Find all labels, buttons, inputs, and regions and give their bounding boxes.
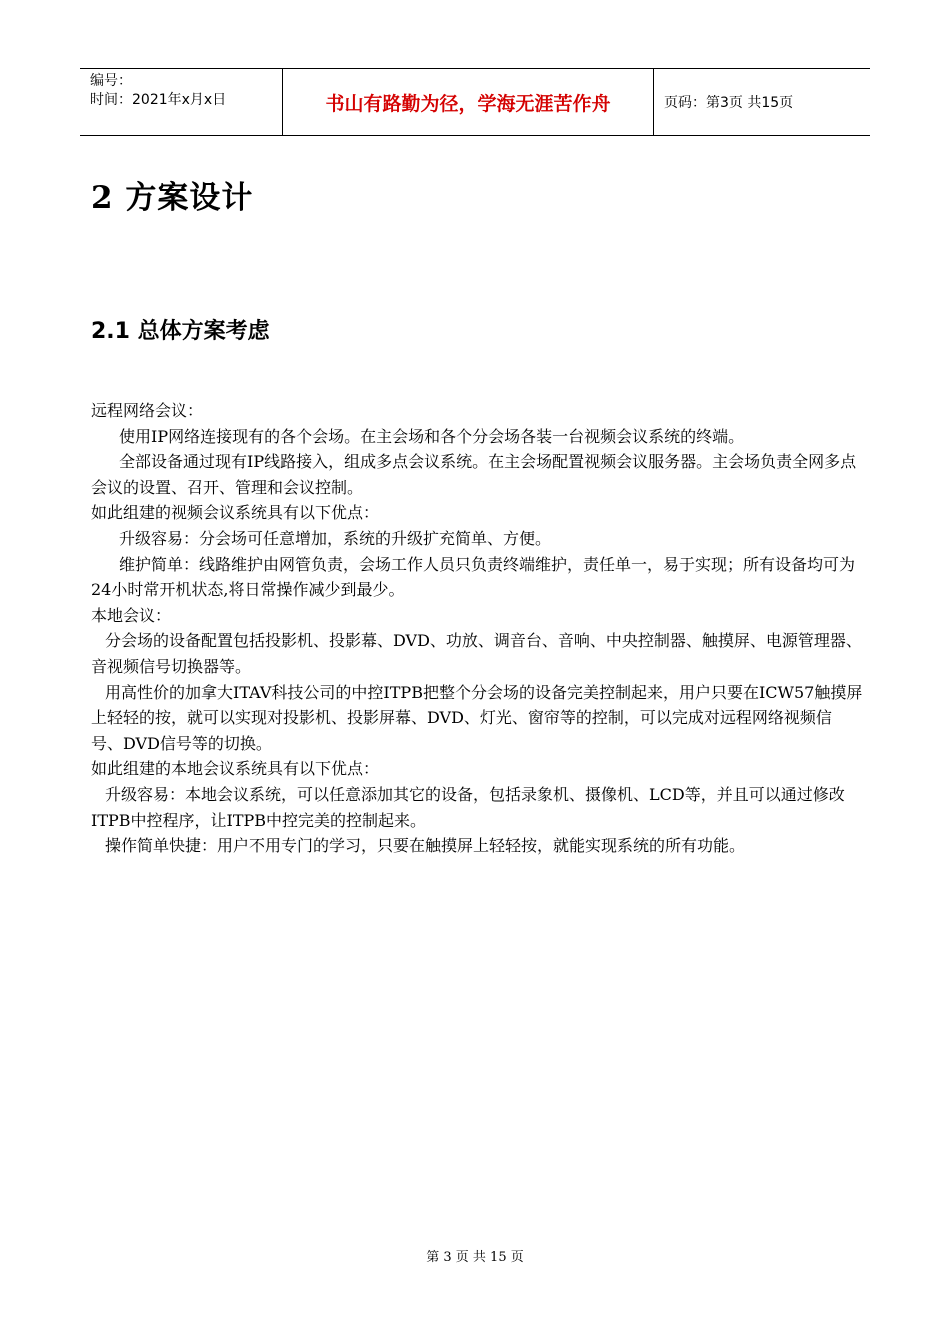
subsection-heading: 2.1 总体方案考虑 [91,319,270,344]
paragraph: 如此组建的视频会议系统具有以下优点： [91,503,380,523]
paragraph: 升级容易：本地会议系统，可以任意添加其它的设备，包括录象机、摄像机、LCD等，并且可以通过修改ITPB中控程序，让ITPB中控完美的控制起来。 [91,784,845,830]
paragraph: 本地会议： [91,605,172,625]
paragraph: 使用IP网络连接现有的各个会场。在主会场和各个分会场各装一台视频会议系统的终端。 [119,426,745,446]
header-meta [80,69,282,135]
paragraph: 分会场的设备配置包括投影机、投影幕、DVD、功放、调音台、音响、中央控制器、触摸屏、电源管理器、音视频信号切换器等。 [91,631,862,676]
paragraph: 维护简单：线路维护由网管负责，会场工作人员只负责终端维护，责任单一，易于实现；所有设备均可为24小时常开机状态,将日常操作减少到最少。 [91,554,856,600]
page-header [80,68,870,136]
header-motto: 书山有路勤为径，学海无涯苦作舟 [282,69,654,135]
paragraph: 远程网络会议： [91,401,204,420]
paragraph: 用高性价的加拿大ITAV科技公司的中控ITPB把整个分会场的设备完美控制起来，用户只要在ICW57触摸屏上轻轻的按，就可以实现对投影机、投影屏幕、DVD、灯光、窗帘等的控制，可以完成对远程网络视频信号、DVD信号等的切换。 [91,682,863,753]
time-label: 时间：2021年x月x日 [90,92,227,108]
body-text [91,398,863,859]
page-footer: 第 3 页 共 15 页 [426,1250,524,1265]
paragraph: 操作简单快捷：用户不用专门的学习，只要在触摸屏上轻轻按，就能实现系统的所有功能。 [105,836,746,856]
section-heading: 2 方案设计 [91,180,254,216]
number-label: 编号： [90,73,132,89]
paragraph: 升级容易：分会场可任意增加，系统的升级扩充简单、方便。 [119,528,552,548]
paragraph: 如此组建的本地会议系统具有以下优点： [91,759,380,779]
header-page-info: 页码：第3页 共15页 [664,95,794,111]
paragraph: 全部设备通过现有IP线路接入，组成多点会议系统。在主会场配置视频会议服务器。主会场负责全网多点会议的设置、召开、管理和会议控制。 [91,452,857,497]
